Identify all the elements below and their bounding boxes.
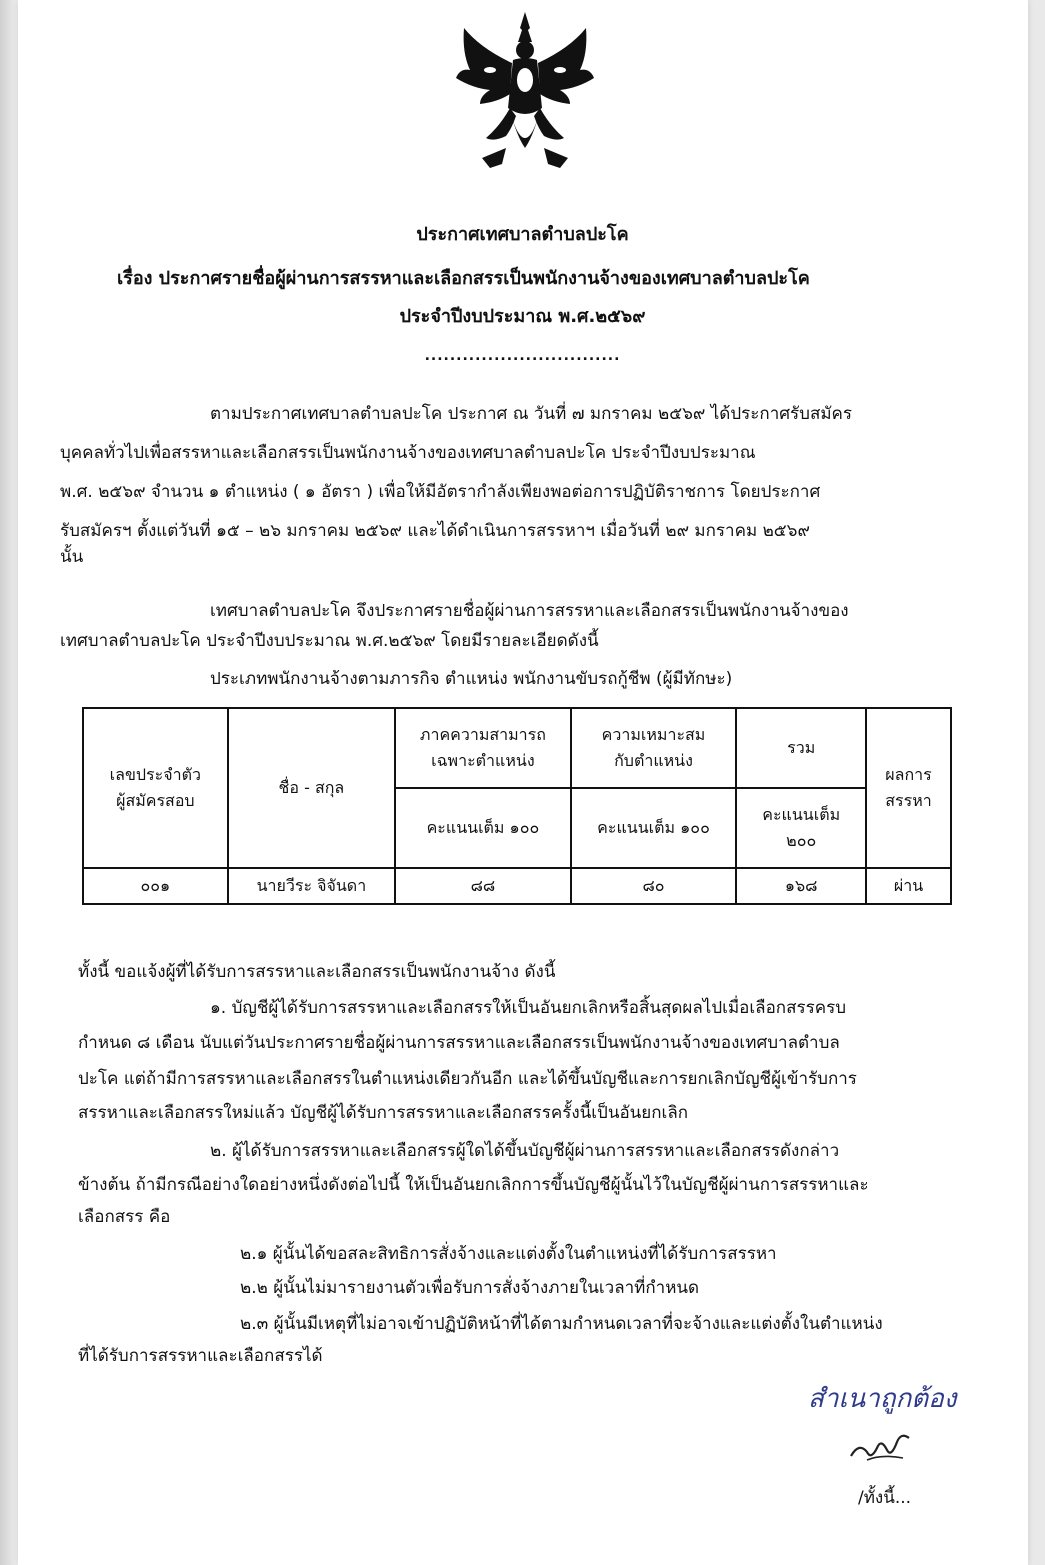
intro-line-4: รับสมัครฯ ตั้งแต่วันที่ ๑๕ – ๒๖ มกราคม ๒๕๖๙ และได้ดำเนินการสรรหาฯ เมื่อวันที่ ๒๙ มกราคม ๒๕๖๙ [60, 521, 810, 541]
header-applicant-id: เลขประจำตัว ผู้สมัครสอบ [83, 708, 228, 868]
fiscal-year-heading: ประจำปีงบประมาณ พ.ศ.๒๕๖๙ [399, 306, 646, 327]
condition-1-line-1: ๑. บัญชีผู้ได้รับการสรรหาและเลือกสรรให้เป็นอันยกเลิกหรือสิ้นสุดผลไปเมื่อเลือกสรรครบ [210, 998, 847, 1018]
table-row [83, 868, 951, 904]
signature-icon [845, 1420, 915, 1470]
header-name: ชื่อ - สกุล [228, 708, 395, 868]
condition-2-3-line-1: ๒.๓ ผู้นั้นมีเหตุที่ไม่อาจเข้าปฏิบัติหน้าที่ได้ตามกำหนดเวลาที่จะจ้างและแต่งตั้งในตำแหน่ง [240, 1314, 883, 1334]
results-table [82, 707, 952, 905]
announcement-title: ประกาศเทศบาลตำบลปะโค [416, 224, 629, 245]
position-line: ประเภทพนักงานจ้างตามภารกิจ ตำแหน่ง พนักงานขับรถกู้ชีพ (ผู้มีทักษะ) [210, 669, 733, 689]
condition-1-line-3: ปะโค แต่ถ้ามีการสรรหาและเลือกสรรในตำแหน่งเดียวกันอีก และได้ขึ้นบัญชีและการยกเลิกบัญชีผู้เข้ารับการ [78, 1069, 857, 1089]
certified-copy-stamp: สำเนาถูกต้อง [808, 1384, 957, 1414]
intro-line-3: พ.ศ. ๒๕๖๙ จำนวน ๑ ตำแหน่ง ( ๑ อัตรา ) เพื่อให้มีอัตรากำลังเพียงพอต่อการปฏิบัติราชการ โดยประกาศ [60, 482, 821, 502]
announcement-subject: เรื่อง ประกาศรายชื่อผู้ผ่านการสรรหาและเลือกสรรเป็นพนักงานจ้างของเทศบาลตำบลปะโค [117, 268, 810, 289]
full-score-ability: คะแนนเต็ม ๑๐๐ [395, 788, 571, 868]
cell-result: ผ่าน [866, 868, 951, 904]
intro-line-2: บุคคลทั่วไปเพื่อสรรหาและเลือกสรรเป็นพนักงานจ้างของเทศบาลตำบลปะโค ประจำปีงบประมาณ [60, 443, 756, 463]
intro-line-1: ตามประกาศเทศบาลตำบลปะโค ประกาศ ณ วันที่ ๗ มกราคม ๒๕๖๙ ได้ประกาศรับสมัคร [210, 404, 853, 424]
full-score-suitability: คะแนนเต็ม ๑๐๐ [571, 788, 737, 868]
announcement-line-2: เทศบาลตำบลปะโค ประจำปีงบประมาณ พ.ศ.๒๕๖๙ โดยมีรายละเอียดดังนี้ [60, 631, 599, 651]
cell-total-score: ๑๖๘ [736, 868, 866, 904]
condition-2-2: ๒.๒ ผู้นั้นไม่มารายงานตัวเพื่อรับการสั่งจ้างภายในเวลาที่กำหนด [240, 1278, 700, 1298]
full-score-total: คะแนนเต็ม ๒๐๐ [736, 788, 866, 868]
header-suitability: ความเหมาะสม กับตำแหน่ง [571, 708, 737, 788]
condition-2-line-1: ๒. ผู้ได้รับการสรรหาและเลือกสรรผู้ใดได้ขึ้นบัญชีผู้ผ่านการสรรหาและเลือกสรรดังกล่าว [210, 1141, 840, 1161]
continuation-marker: /ทั้งนี้... [858, 1488, 912, 1508]
header-total: รวม [736, 708, 866, 788]
cell-suitability-score: ๘๐ [571, 868, 737, 904]
condition-2-1: ๒.๑ ผู้นั้นได้ขอสละสิทธิการสั่งจ้างและแต่งตั้งในตำแหน่งที่ได้รับการสรรหา [240, 1244, 777, 1264]
header-result: ผลการ สรรหา [866, 708, 951, 868]
conditions-intro: ทั้งนี้ ขอแจ้งผู้ที่ได้รับการสรรหาและเลือกสรรเป็นพนักงานจ้าง ดังนี้ [78, 962, 556, 982]
cell-ability-score: ๘๘ [395, 868, 571, 904]
condition-2-line-3: เลือกสรร คือ [78, 1207, 171, 1227]
condition-1-line-4: สรรหาและเลือกสรรใหม่แล้ว บัญชีผู้ได้รับการสรรหาและเลือกสรรครั้งนี้เป็นอันยกเลิก [78, 1103, 689, 1123]
condition-2-line-2: ข้างต้น ถ้ามีกรณีอย่างใดอย่างหนึ่งดังต่อไปนี้ ให้เป็นอันยกเลิกการขึ้นบัญชีผู้นั้นไว้ในบัญชีผู้ผ่านการสรรหาและ [78, 1175, 869, 1195]
cell-applicant-id: ๐๐๑ [83, 868, 228, 904]
condition-2-3-line-2: ที่ได้รับการสรรหาและเลือกสรรได้ [78, 1346, 323, 1366]
header-ability: ภาคความสามารถ เฉพาะตำแหน่ง [395, 708, 571, 788]
intro-line-5: นั้น [60, 547, 84, 567]
garuda-emblem-icon [450, 8, 600, 178]
heading-separator: ............................... [424, 348, 621, 364]
announcement-line-1: เทศบาลตำบลปะโค จึงประกาศรายชื่อผู้ผ่านการสรรหาและเลือกสรรเป็นพนักงานจ้างของ [210, 601, 849, 621]
condition-1-line-2: กำหนด ๘ เดือน นับแต่วันประกาศรายชื่อผู้ผ่านการสรรหาและเลือกสรรเป็นพนักงานจ้างของเทศบาลตำบล [78, 1033, 840, 1053]
cell-name: นายวีระ จิจันดา [228, 868, 395, 904]
